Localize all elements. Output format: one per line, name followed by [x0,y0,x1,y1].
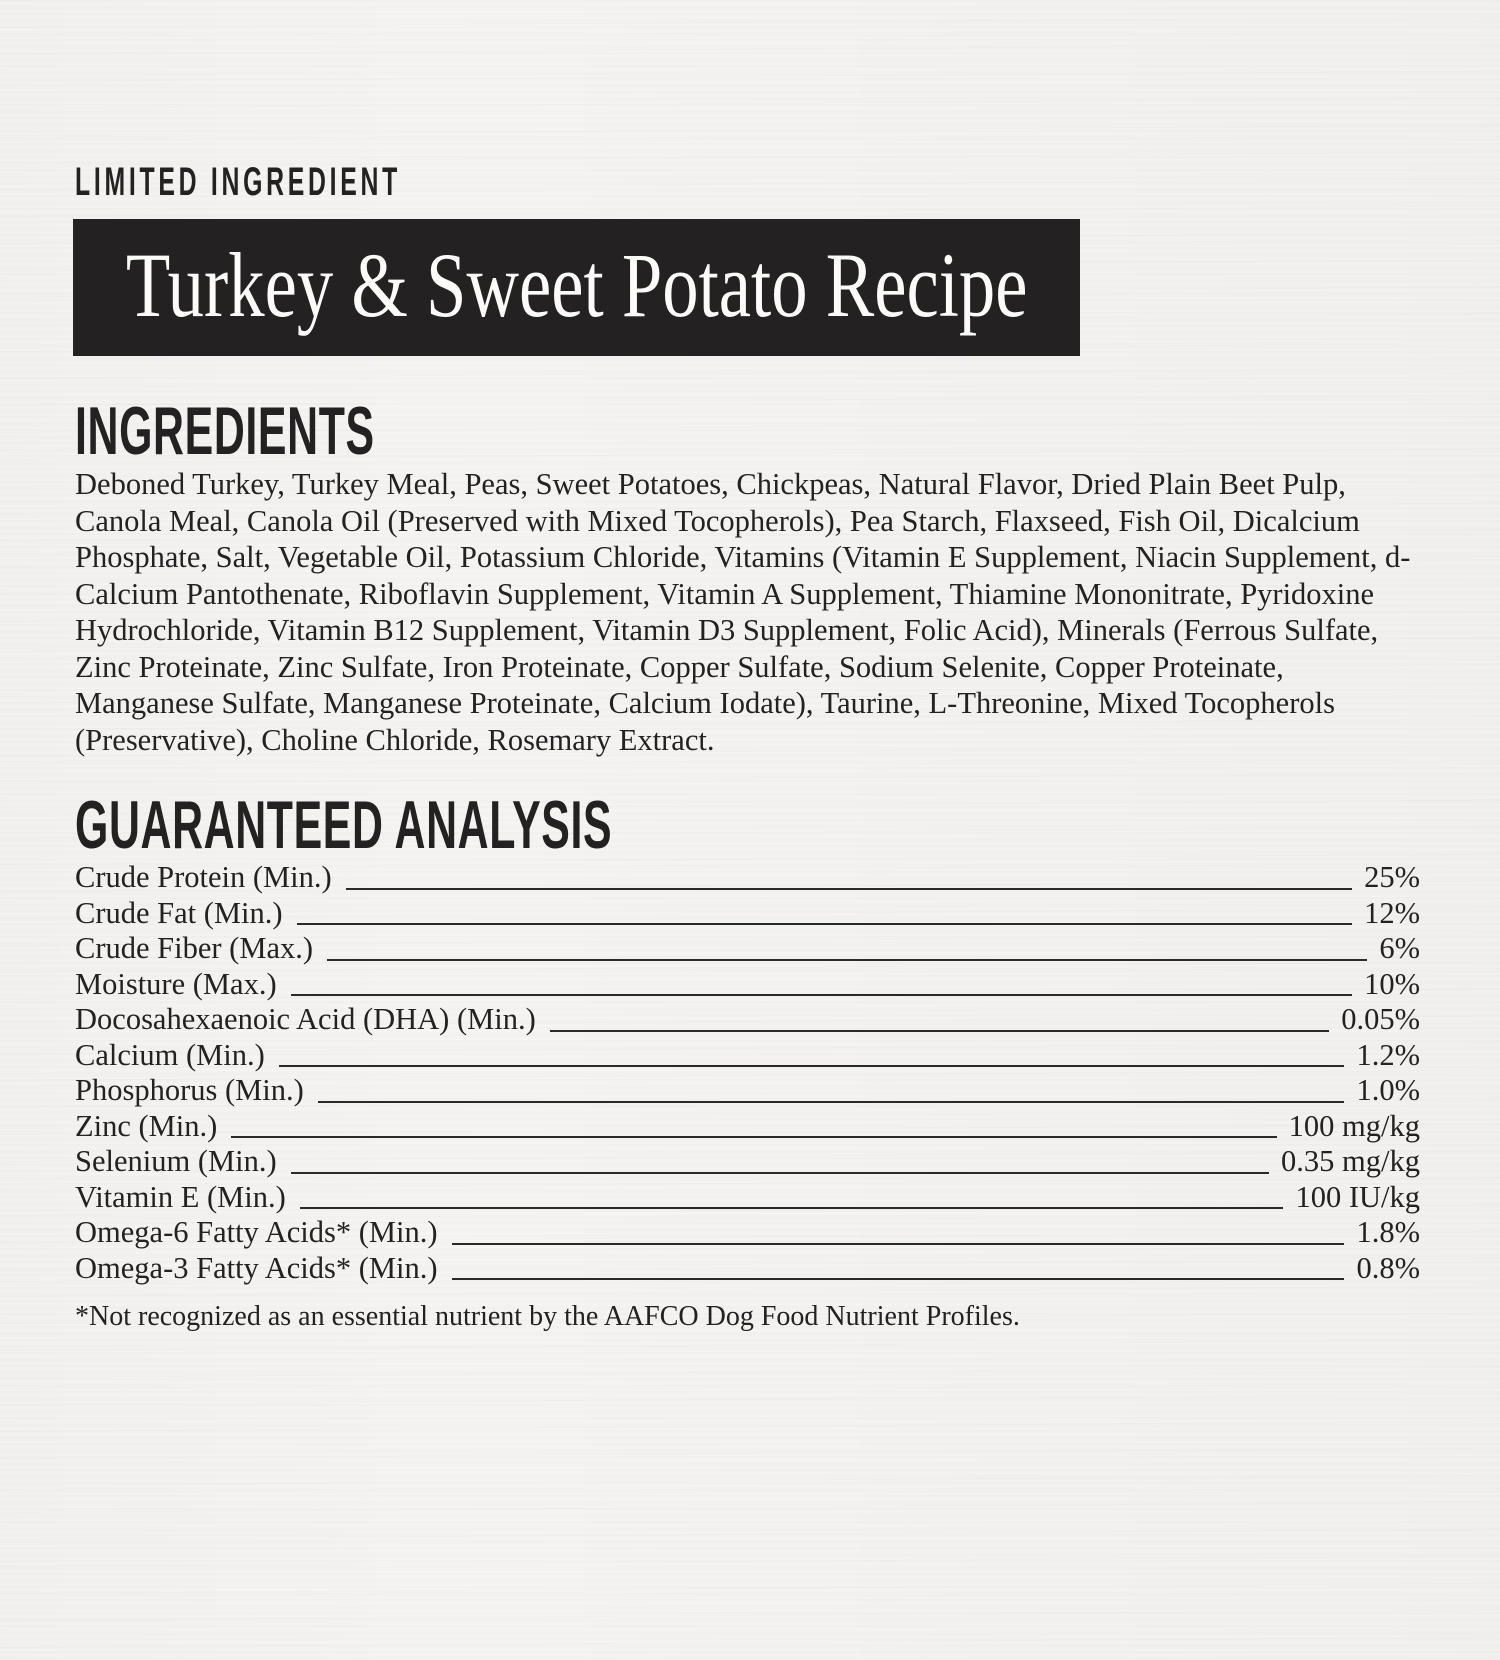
analysis-row-label: Omega-6 Fatty Acids* (Min.) [75,1215,438,1249]
analysis-row-label: Moisture (Max.) [75,966,277,1001]
ingredients-heading [75,393,1425,469]
analysis-row-label: Calcium (Min.) [75,1037,265,1072]
analysis-row-label: Omega-3 Fatty Acids* (Min.) [75,1250,438,1285]
analysis-table [75,860,1420,1286]
analysis-row [75,931,1420,967]
analysis-heading-text: GUARANTEED ANALYSIS [75,787,613,863]
footnote: *Not recognized as an essential nutrient by the AAFCO Dog Food Nutrient Profiles. [75,1301,1020,1332]
eyebrow-text: LIMITED INGREDIENT [75,160,401,204]
analysis-row-label: Phosphorus (Min.) [75,1073,304,1107]
leader-line [452,1243,1345,1245]
analysis-row-label: Docosahexaenoic Acid (DHA) (Min.) [75,1002,536,1036]
leader-line [297,923,1353,925]
analysis-row [75,967,1420,1003]
leader-line [291,994,1352,996]
analysis-row-value: 6% [1379,931,1420,965]
analysis-row [75,1215,1420,1251]
analysis-row-label: Selenium (Min.) [75,1144,277,1178]
label-page [0,160,1500,1334]
analysis-row-value: 1.8% [1356,1215,1420,1249]
analysis-row-value: 0.05% [1341,1002,1420,1036]
leader-line [452,1278,1345,1280]
analysis-row [75,1073,1420,1109]
leader-line [279,1065,1345,1067]
analysis-row-label: Zinc (Min.) [75,1108,218,1143]
analysis-row [75,896,1420,932]
leader-line [291,1172,1269,1174]
ingredients-heading-text: INGREDIENTS [75,393,375,469]
analysis-row [75,860,1420,896]
analysis-row-label: Crude Protein (Min.) [75,860,332,894]
leader-line [346,888,1352,890]
leader-line [300,1207,1284,1209]
analysis-row [75,1144,1420,1180]
leader-line [327,959,1367,961]
analysis-row-label: Crude Fat (Min.) [75,895,283,930]
title-banner [73,219,1080,356]
analysis-row-value: 100 IU/kg [1295,1179,1420,1214]
analysis-row-label: Crude Fiber (Max.) [75,931,314,965]
analysis-row-value: 1.2% [1356,1037,1420,1072]
analysis-heading [75,787,1425,863]
analysis-row [75,1251,1420,1287]
product-title: Turkey & Sweet Potato Recipe [125,233,1028,336]
analysis-row-value: 12% [1364,895,1420,930]
eyebrow-label [75,160,1425,204]
analysis-row [75,1180,1420,1216]
analysis-row-value: 1.0% [1356,1073,1420,1107]
analysis-row [75,1109,1420,1145]
leader-line [231,1136,1276,1138]
leader-line [550,1030,1329,1032]
analysis-row [75,1002,1420,1038]
leader-line [318,1101,1345,1103]
analysis-row-value: 10% [1364,966,1420,1001]
analysis-row-value: 0.35 mg/kg [1281,1144,1420,1178]
analysis-row-value: 25% [1364,860,1420,894]
analysis-row-value: 100 mg/kg [1288,1108,1420,1143]
analysis-row-label: Vitamin E (Min.) [75,1179,286,1214]
analysis-row [75,1038,1420,1074]
ingredients-text: Deboned Turkey, Turkey Meal, Peas, Sweet Potatoes, Chickpeas, Natural Flavor, Dried Plain Beet Pulp, Canola Meal, Canola Oil (Preserved with Mixed Tocopherols), Pea Starch, Flaxseed, Fish Oil, Dicalcium Phosphate, Salt, Vegetable Oil, Potassium Chloride, Vitamins (Vitamin E Supplement, Niacin Supplement, d-Calcium Pantothenate, Riboflavin Supplement, Vitamin A Supplement, Thiamine Mononitrate, Pyridoxine Hydrochloride, Vitamin B12 Supplement, Vitamin D3 Supplement, Folic Acid), Minerals (Ferrous Sulfate, Zinc Proteinate, Zinc Sulfate, Iron Proteinate, Copper Sulfate, Sodium Selenite, Copper Proteinate, Manganese Sulfate, Manganese Proteinate, Calcium Iodate), Taurine, L-Threonine, Mixed Tocopherols (Preservative), Choline Chloride, Rosemary Extract. [75,467,1411,757]
analysis-row-value: 0.8% [1356,1250,1420,1285]
